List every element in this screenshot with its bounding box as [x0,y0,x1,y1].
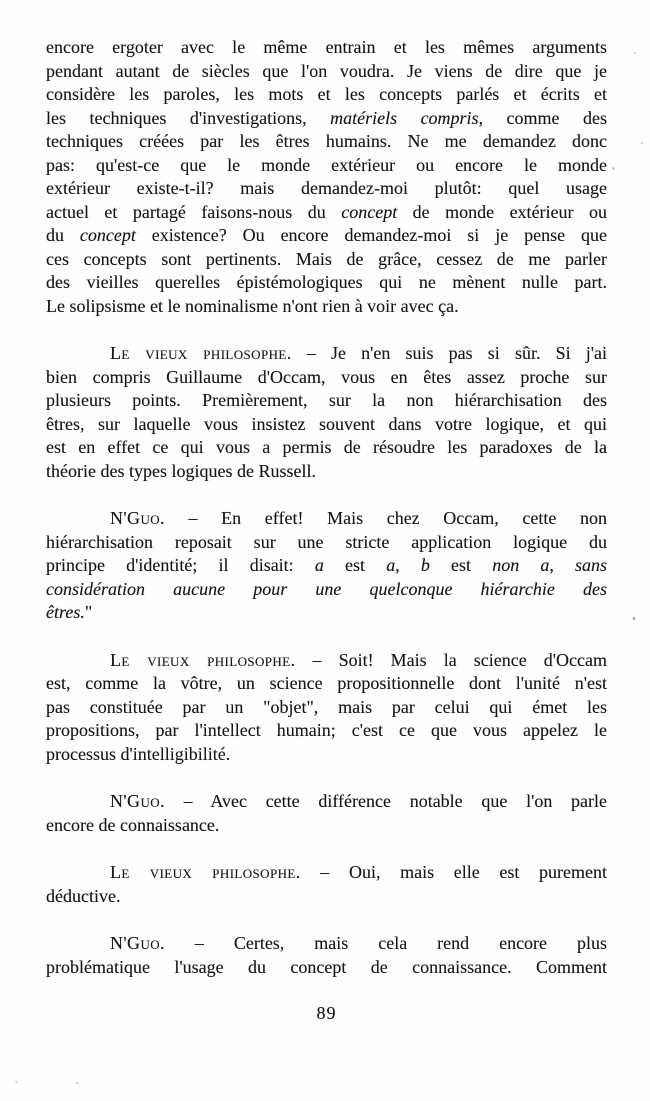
text-segment: matériels compris [330,107,479,128]
text-segment: de monde extérieur ou [397,201,607,222]
text-line [46,248,607,272]
scan-speck [15,1081,18,1083]
text-line [46,271,607,295]
text-segment: est en effet ce qui vous a permis de résoudre les paradoxes de la [46,437,607,457]
scan-speck [633,617,635,620]
text-segment: – Certes, mais cela rend encore plus [164,933,607,953]
paragraph [46,342,607,483]
text-line [46,885,607,909]
paragraph [46,507,607,625]
text-line [46,342,607,366]
text-line [46,177,607,201]
text-line [46,743,607,767]
text-segment: processus d'intelligibilité. [46,743,231,764]
text-line [46,436,607,460]
scan-speck [641,142,643,144]
page-number: 89 [316,1003,337,1023]
text-segment: concept [341,201,398,222]
text-line [46,814,607,838]
page-text-block [46,36,607,1003]
text-segment: encore de connaissance. [46,814,220,835]
text-segment: problématique l'usage du concept de connaissance. Comment [46,956,607,977]
text-segment: a [314,555,324,575]
text-segment: êtres. [46,602,85,622]
paragraph [46,790,607,837]
text-segment: considère les paroles, les mots et les concepts parlés et écrits et [46,84,607,104]
text-line [46,154,607,178]
text-segment: – Soit! Mais la science d'Occam [295,649,607,670]
text-segment: pendant autant de siècles que l'on voudra. Je viens de dire que je [46,60,607,81]
text-segment: êtres, sur laquelle vous insistez souvent dans votre logique, et qui [46,413,607,434]
text-segment: – En effet! Mais chez Occam, cette non [164,508,607,528]
text-segment: propositions, par l'intellect humain; c'est ce que vous appelez le [46,720,607,740]
text-line [46,295,607,319]
text-segment: est [429,555,493,575]
scan-speck [76,1082,79,1084]
text-line [46,83,607,107]
text-line [46,531,607,555]
text-line [46,672,607,696]
text-segment: " [84,602,93,622]
text-segment: , comme des [478,107,607,128]
text-segment: existence? Ou encore demandez-moi si je pense que [135,225,608,245]
text-segment: , [549,555,576,575]
text-line [46,107,607,131]
text-line [46,413,607,437]
text-segment: plusieurs points. Premièrement, sur la non hiérarchisation des [46,390,607,410]
text-line [46,366,607,390]
text-line [46,601,607,625]
text-segment: b [420,555,430,575]
text-segment: hiérarchisation reposait sur une stricte application logique du [46,531,607,552]
text-line [46,460,607,484]
paragraph [46,932,607,979]
text-segment: déductive. [46,885,121,906]
text-line [46,201,607,225]
text-line [46,932,607,956]
paragraph [46,861,607,908]
text-segment: – Je n'en suis pas si sûr. Si j'ai [291,343,607,363]
speaker-name: N'Guo. [110,791,165,811]
text-line [46,790,607,814]
text-segment: – Avec cette différence notable que l'on parle [164,791,607,811]
paragraph [46,649,607,767]
text-line [46,719,607,743]
text-segment: est, comme la vôtre, un science propositionnelle dont l'unité n'est [46,673,607,693]
text-line [46,130,607,154]
text-segment: sans [575,555,608,575]
text-segment: théorie des types logiques de Russell. [46,460,316,481]
text-segment: est [323,555,387,575]
text-line [46,36,607,60]
text-line [46,60,607,84]
text-line [46,224,607,248]
text-segment: actuel et partagé faisons-nous du [46,201,342,222]
text-segment: pas: qu'est-ce que le monde extérieur ou encore le monde [46,154,607,175]
text-line [46,578,607,602]
text-segment: considération aucune pour une quelconque hiérarchie des [46,578,607,599]
text-segment: encore ergoter avec le même entrain et les mêmes arguments [46,37,607,57]
text-line [46,956,607,980]
scan-speck [612,167,615,170]
text-segment: extérieur existe-t-il? mais demandez-moi plutôt: quel usage [46,178,607,198]
text-segment: non a [492,555,550,575]
text-segment: Le solipsisme et le nominalisme n'ont rien à voir avec ça. [46,295,459,316]
text-line [46,696,607,720]
text-segment: pas constituée par un "objet", mais par celui qui émet les [46,696,607,717]
text-segment: – Oui, mais elle est purement [300,862,608,882]
text-segment: des vieilles querelles épistémologiques qui ne mènent nulle part. [46,272,607,292]
text-segment: bien compris Guillaume d'Occam, vous en êtes assez proche sur [46,366,607,387]
scan-speck [634,52,636,54]
text-segment: a [386,555,396,575]
text-segment: , [395,555,421,575]
text-segment: les techniques d'investigations, [46,107,331,128]
text-segment: techniques créées par les êtres humains. Ne me demandez donc [46,131,607,151]
text-segment: ces concepts sont pertinents. Mais de grâce, cessez de me parler [46,248,607,269]
text-line [46,389,607,413]
text-segment: du [46,225,80,245]
text-segment: concept [79,225,136,245]
speaker-name: Le vieux philosophe. [110,649,296,670]
text-line [46,649,607,673]
speaker-name: Le vieux philosophe. [110,343,292,363]
speaker-name: N'Guo. [110,933,165,953]
text-line [46,507,607,531]
speaker-name: N'Guo. [110,508,165,528]
speaker-name: Le vieux philosophe. [110,862,301,882]
text-line [46,554,607,578]
text-line [46,861,607,885]
paragraph [46,36,607,318]
text-segment: principe d'identité; il disait: [46,555,315,575]
